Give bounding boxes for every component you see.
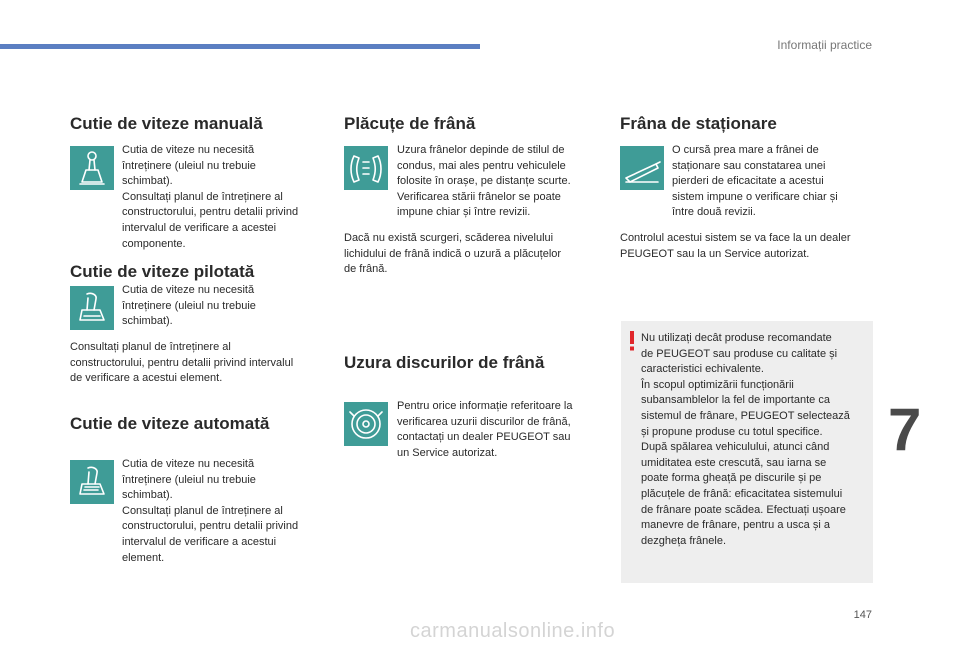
warning-exclamation-icon bbox=[626, 331, 638, 351]
parking-brake-text: O cursă prea mare a frânei de staționare sau constatarea unei pierderi de eficacitate a acestui sistem impune o verificare chiar și între două revizii. bbox=[672, 144, 838, 219]
heading-parking-brake: Frâna de staționare bbox=[620, 114, 777, 133]
heading-automatic-gearbox: Cutie de viteze automată bbox=[70, 414, 270, 433]
parking-brake-icon bbox=[620, 146, 664, 190]
automatic-gearbox-icon bbox=[70, 460, 114, 504]
piloted-gearbox-note: Consultați planul de întreținere al constructorului, pentru detalii privind intervalul de verificare a acestui element. bbox=[70, 341, 294, 385]
brake-discs-text: Pentru orice informație referitoare la verificarea uzurii discurilor de frână, contactați un dealer PEUGEOT sau un Service autorizat. bbox=[397, 400, 573, 459]
brake-pads-note: Dacă nu există scurgeri, scăderea nivelului lichidului de frână indică o uzură a plăcuțelor de frână. bbox=[344, 232, 562, 276]
top-accent-bar bbox=[0, 44, 480, 49]
automatic-gearbox-text: Cutia de viteze nu necesită întreținere (uleiul nu trebuie schimbat). Consultați planul de întreținere al constructorului, pentru detalii privind intervalul de verificare a acestui element. bbox=[122, 458, 299, 564]
brake-pads-text: Uzura frânelor depinde de stilul de condus, mai ales pentru vehiculele folosite în orașe, pe distanțe scurte. Verificarea stării frânelor se poate impune chiar și între revizii. bbox=[397, 144, 571, 219]
heading-brake-discs: Uzura discurilor de frână bbox=[344, 353, 545, 372]
manual-gearbox-text: Cutia de viteze nu necesită întreținere (uleiul nu trebuie schimbat). Consultați planul de întreținere al constructorului, pentru detalii privind intervalul de verificare a acestei componente. bbox=[122, 144, 299, 250]
piloted-gearbox-icon bbox=[70, 286, 114, 330]
page-number: 147 bbox=[853, 609, 872, 621]
watermark: carmanualsonline.info bbox=[410, 620, 616, 642]
piloted-gearbox-text: Cutia de viteze nu necesită întreținere (uleiul nu trebuie schimbat). bbox=[122, 284, 256, 328]
heading-piloted-gearbox: Cutie de viteze pilotată bbox=[70, 262, 255, 281]
manual-gearbox-icon bbox=[70, 146, 114, 190]
parking-brake-note: Controlul acestui sistem se va face la un dealer PEUGEOT sau la un Service autorizat. bbox=[620, 232, 851, 260]
heading-brake-pads: Plăcuțe de frână bbox=[344, 114, 476, 133]
section-title: Informații practice bbox=[777, 38, 872, 52]
warning-text: Nu utilizați decât produse recomandate de PEUGEOT sau produse cu calitate și caracteristici echivalente. În scopul optimizării funcționării subansamblelor la fel de importante ca sistemul de frânare, PEUGEOT selectează și propune produse cu totul specifice. După spălarea vehiculului, atunci când umiditatea este crescută, sau iarna se poate forma gheață pe discurile și pe plăcuțele de frână: eficacitatea sistemului de frânare poate scădea. Efectuați ușoare manevre de frânare, pentru a usca și a dezgheța frânele. bbox=[641, 332, 850, 547]
chapter-number: 7 bbox=[888, 396, 922, 463]
brake-pads-icon bbox=[344, 146, 388, 190]
heading-manual-gearbox: Cutie de viteze manuală bbox=[70, 114, 263, 133]
brake-disc-icon bbox=[344, 402, 388, 446]
